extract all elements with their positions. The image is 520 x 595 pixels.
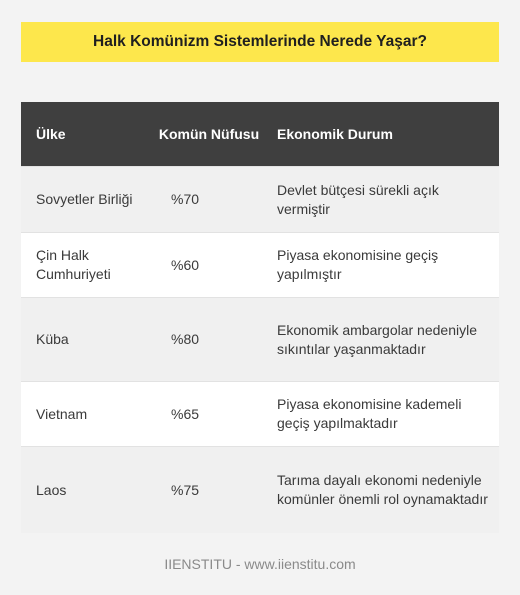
cell-country: Çin Halk Cumhuriyeti — [36, 247, 111, 282]
cell-country: Sovyetler Birliği — [36, 191, 133, 207]
table-header-row — [21, 102, 499, 166]
footer-credit: IIENSTITU - www.iienstitu.com — [164, 556, 356, 572]
cell-commune-population: %70 — [171, 191, 200, 207]
cell-commune-population: %60 — [171, 256, 200, 273]
cell-country: Vietnam — [36, 405, 88, 422]
cell-economic-status: Piyasa ekonomisine geçiş yapılmıştır — [277, 247, 439, 282]
table-row — [21, 166, 499, 232]
page-title: Halk Komünizm Sistemlerinde Nerede Yaşar? — [21, 22, 499, 62]
data-table — [21, 102, 499, 533]
table-row — [21, 232, 499, 297]
cell-commune-population: %75 — [171, 481, 200, 498]
cell-economic-status: Ekonomik ambargolar nedeniyle sıkıntılar yaşanmaktadır — [277, 321, 477, 357]
cell-economic-status: Tarıma dayalı ekonomi nedeniyle komünler önemli rol oynamaktadır — [277, 472, 488, 507]
column-header-economic-status: Ekonomik Durum — [277, 125, 393, 142]
cell-economic-status: Devlet bütçesi sürekli açık vermiştir — [277, 181, 439, 217]
column-header-commune-population: Komün Nüfusu — [158, 125, 260, 142]
cell-commune-population: %80 — [171, 331, 200, 347]
column-header-country: Ülke — [36, 125, 66, 142]
cell-economic-status: Piyasa ekonomisine kademeli geçiş yapılmaktadır — [277, 396, 462, 431]
table-row — [21, 381, 499, 446]
table-row — [21, 446, 499, 533]
table-row — [21, 297, 499, 381]
cell-country: Küba — [36, 331, 69, 347]
cell-commune-population: %65 — [171, 405, 200, 422]
cell-country: Laos — [36, 481, 67, 498]
